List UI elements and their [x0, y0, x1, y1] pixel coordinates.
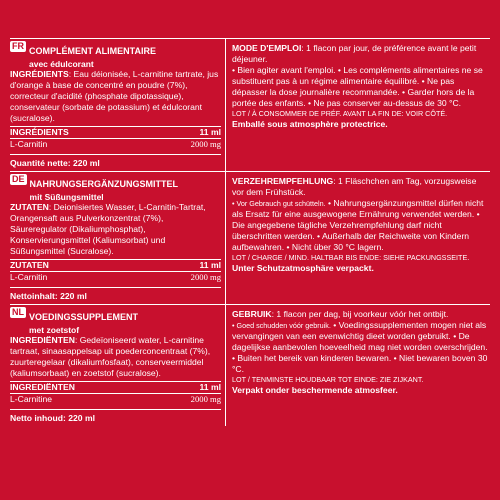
de-subtitle: mit Süßungsmittel — [29, 192, 104, 202]
nl-table-header: INGREDIËNTEN — [10, 382, 75, 392]
de-table-header: ZUTATEN — [10, 260, 49, 270]
fr-ingredients — [10, 69, 221, 124]
fr-usage-label: MODE D'EMPLOI — [232, 43, 302, 53]
de-quantity: Nettoinhalt: 220 ml — [10, 291, 87, 301]
de-title: NAHRUNGSERGÄNZUNGSMITTEL — [29, 179, 179, 189]
fr-language-badge: FR — [12, 41, 24, 51]
fr-usage-notes: • Bien agiter avant l'emploi. • Les compléments alimentaires ne se substituent pas à un régime alimentaire équilibré. • Ne pas dépasser la dose journalière recommandée. • Garder hors de la portée des enfants. • Ne pas conserver au-dessus de 30 °C. — [232, 65, 483, 108]
fr-packed: Emballé sous atmosphère protectrice. — [232, 119, 388, 129]
section-fr — [10, 38, 490, 171]
de-usage-notes: • Nahrungsergänzungsmittel dürfen nicht als Ersatz für eine ausgewogene Ernährung verwendet werden. • Die angegebene tägliche Verzehrempfehlung darf nicht überschritten werden. • Außerhalb der Reichweite von Kindern aufbewahren. • Nicht über 30 °C lagern. — [232, 198, 484, 252]
fr-quantity: Quantité nette: 220 ml — [10, 158, 100, 168]
fr-table-item: L-Carnitin — [10, 139, 48, 149]
nl-title: VOEDINGSSUPPLEMENT — [29, 312, 139, 322]
nl-table-item: L-Carnitine — [10, 394, 53, 404]
de-ingredients-label: ZUTATEN — [10, 202, 49, 212]
nl-usage-text: : 1 flacon per dag, bij voorkeur vóór het ontbijt. — [271, 309, 449, 319]
de-table-value: 2000 mg — [190, 272, 221, 282]
fr-usage-text: : 1 flacon par jour, de préférence avant le petit déjeuner. — [232, 43, 477, 64]
de-table-item: L-Carnitin — [10, 272, 48, 282]
fr-lot: LOT / À CONSOMMER DE PRÉF. AVANT LA FIN DE: VOIR CÔTÉ. — [232, 109, 448, 118]
nl-lot: LOT / TENMINSTE HOUDBAAR TOT EINDE: ZIE ZIJKANT. — [232, 375, 424, 384]
de-ingredients — [10, 202, 221, 257]
section-de — [10, 171, 490, 304]
fr-table-value: 2000 mg — [190, 139, 221, 149]
fr-nutrition-table — [10, 126, 221, 155]
de-nutrition-table — [10, 259, 221, 288]
de-table-unit: 11 ml — [199, 260, 221, 270]
de-packed: Unter Schutzatmosphäre verpackt. — [232, 263, 374, 273]
de-composition — [10, 172, 226, 304]
fr-composition — [10, 39, 226, 171]
fr-subtitle: avec édulcorant — [29, 59, 94, 69]
de-language-badge: DE — [12, 174, 25, 184]
nl-language-badge: NL — [12, 307, 24, 317]
nl-table-value: 2000 mg — [190, 394, 221, 404]
nl-ingredients-text: : Gedeïoniseerd water, L-carnitine tartraat, sinaasappelsap uit poederconcentraat (7%), zuurteregelaar (dikaliumfosfaat), conserveermiddel (kaliumsorbaat) en zoetstof (sucralose). — [10, 335, 211, 378]
nl-subtitle: met zoetstof — [29, 325, 80, 335]
nl-table-unit: 11 ml — [199, 382, 221, 392]
nl-usage-notes-small: • Goed schudden vóór gebruik. — [232, 321, 331, 330]
nl-usage-label: GEBRUIK — [232, 309, 272, 319]
nl-usage — [226, 305, 490, 426]
de-lot: LOT / CHARGE / MIND. HALTBAR BIS ENDE: SIEHE PACKUNGSSEITE. — [232, 253, 470, 262]
fr-ingredients-text: : Eau déionisée, L-carnitine tartrate, jus d'orange à base de concentré en poudre (7%), correcteur d'acidité (phosphate dipotassique), conservateur (sorbate de potassium) et édulcorant (sucralose). — [10, 69, 219, 123]
nl-usage-notes: • Voedingssupplementen mogen niet als vervangingen van een evenwichtig dieet worden gebruikt. • De dagelijkse aanbevolen hoeveelheid mag niet worden overschrijden. • Buiten het bereik van kinderen bewaren. • Niet bewaren boven 30 °C. — [232, 320, 488, 374]
nl-composition — [10, 305, 226, 426]
fr-table-unit: 11 ml — [199, 127, 221, 137]
de-usage — [226, 172, 490, 304]
nl-quantity: Netto inhoud: 220 ml — [10, 413, 95, 423]
fr-title: COMPLÉMENT ALIMENTAIRE — [29, 46, 156, 56]
nl-nutrition-table — [10, 381, 221, 410]
de-usage-label: VERZEHREMPFEHLUNG — [232, 176, 334, 186]
de-usage-notes-small: • Vor Gebrauch gut schütteln. — [232, 199, 326, 208]
nl-packed: Verpakt onder beschermende atmosfeer. — [232, 385, 398, 395]
fr-table-header: INGRÉDIENTS — [10, 127, 69, 137]
de-ingredients-text: : Deionisiertes Wasser, L-Carnitin-Tartrat, Orangensaft aus Pulverkonzentrat (7%), Säureregulator (Dikaliumphosphat), Konservierungsmittel (Kaliumsorbat) und Süßungsmittel (Sucralose). — [10, 202, 206, 256]
nl-ingredients — [10, 335, 221, 379]
fr-usage — [226, 39, 490, 171]
nl-ingredients-label: INGREDIËNTEN — [10, 335, 75, 345]
fr-ingredients-label: INGRÉDIENTS — [10, 69, 69, 79]
section-nl — [10, 304, 490, 426]
de-usage-text: : 1 Fläschchen am Tag, vorzugsweise vor dem Frühstück. — [232, 176, 477, 197]
